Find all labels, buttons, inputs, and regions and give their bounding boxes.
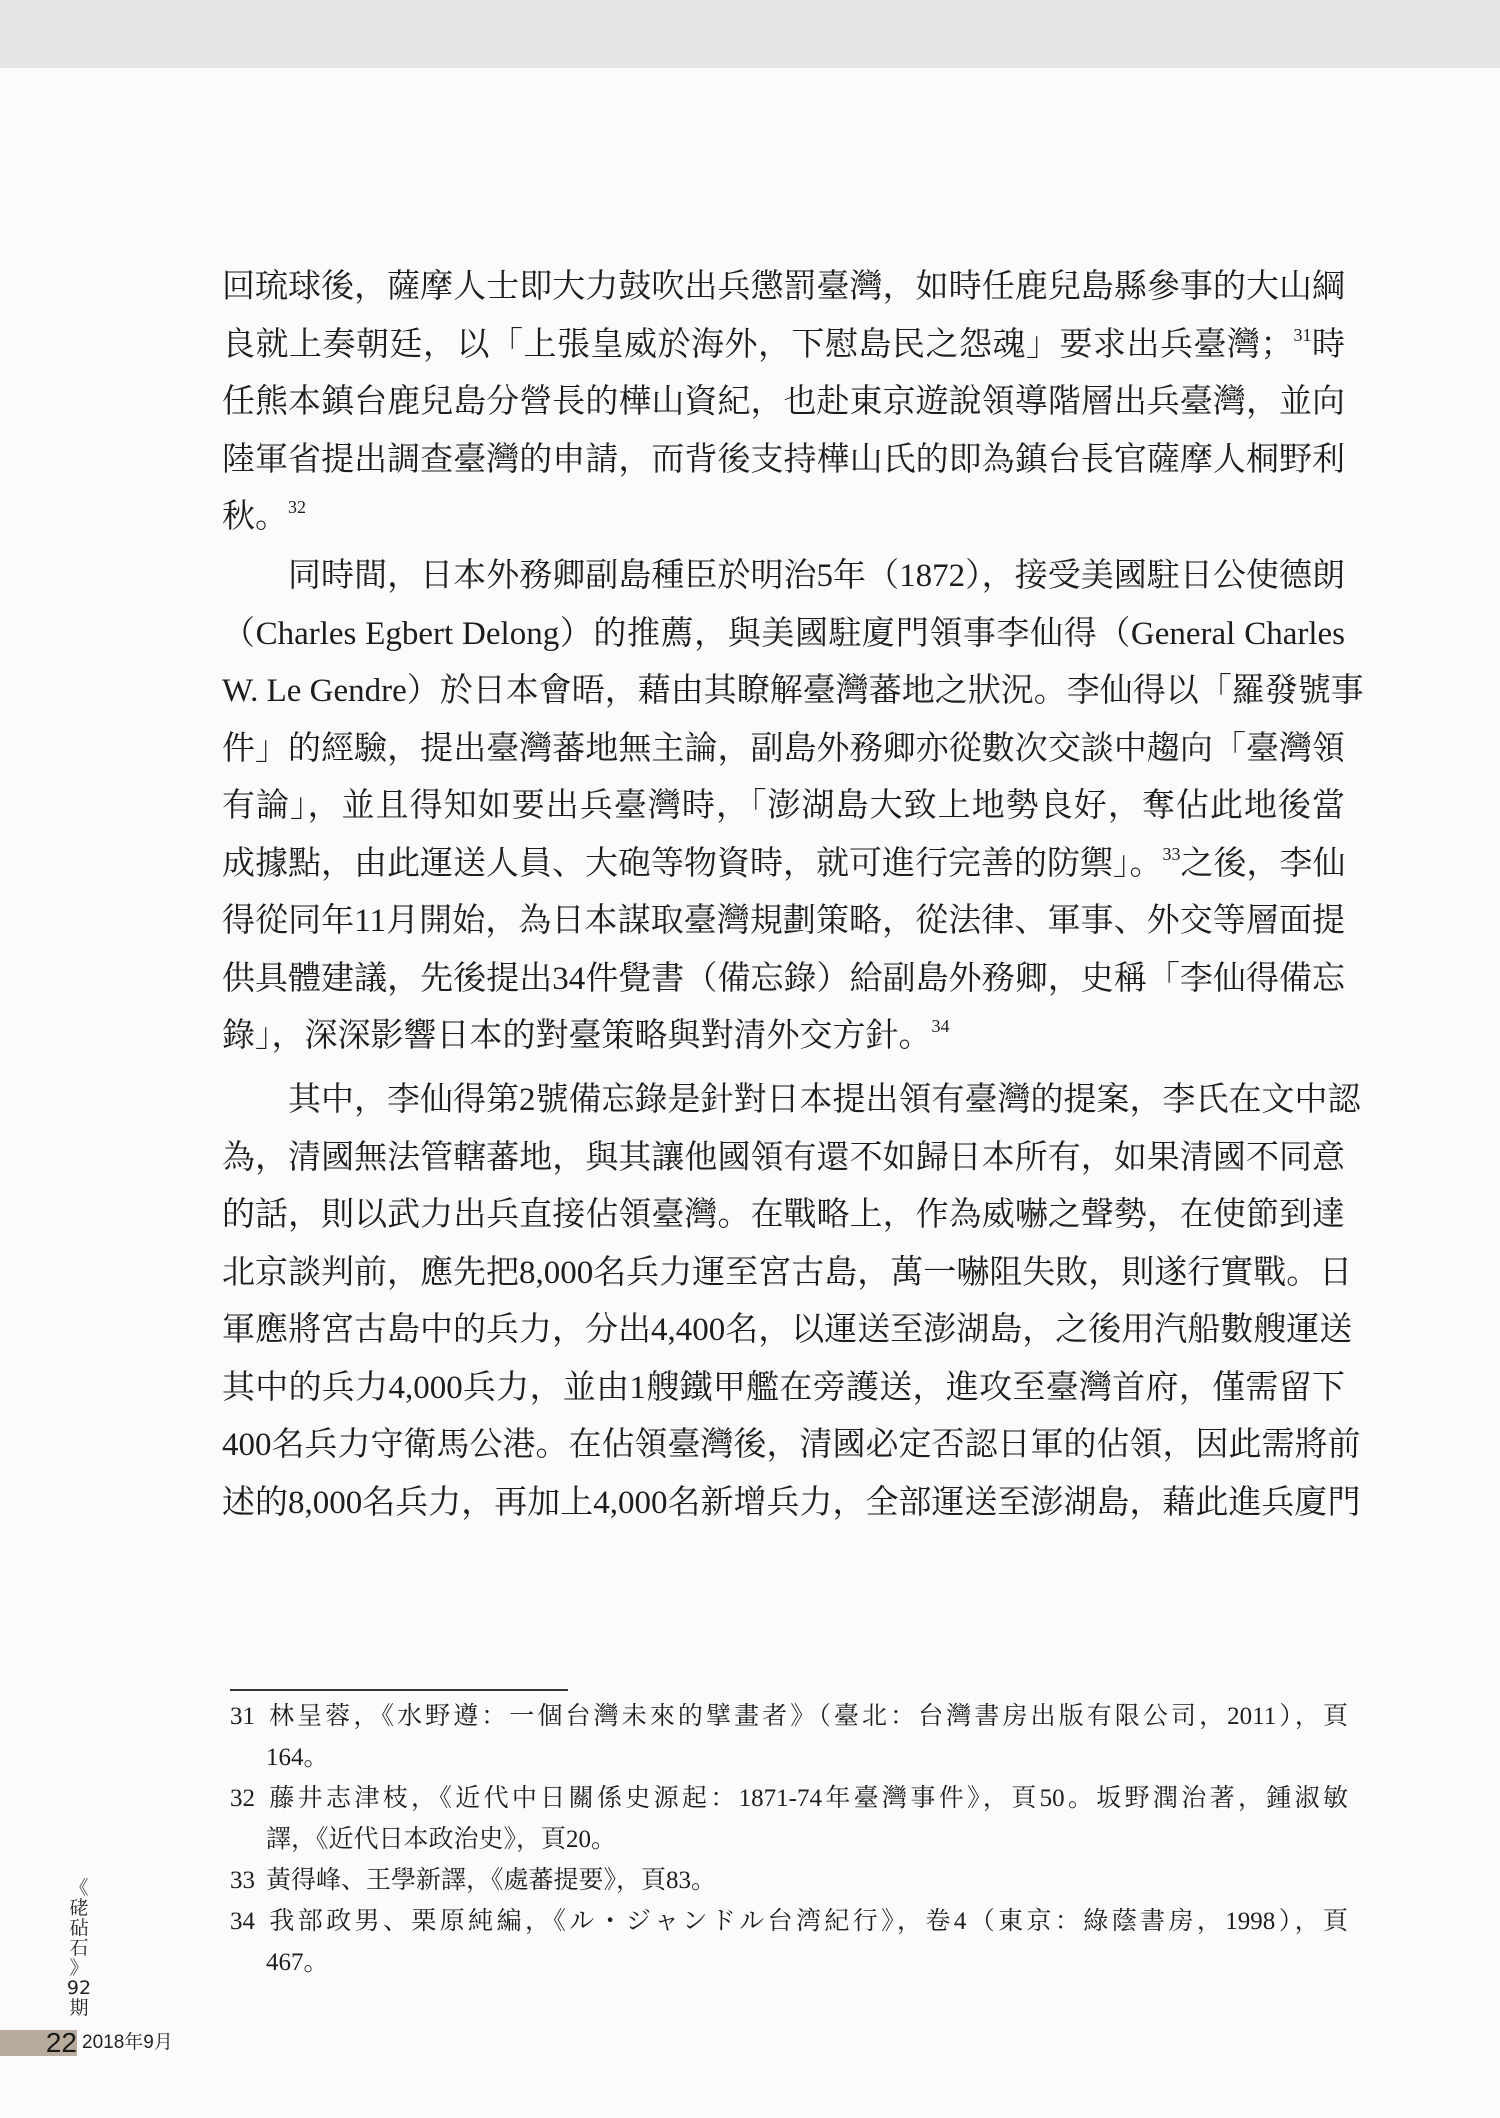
footnote-ref[interactable]: 31 <box>1293 324 1312 345</box>
text-line <box>222 548 1345 606</box>
text-line <box>222 259 1345 317</box>
text-segment: 同時間，日本外務卿副島種臣於明治5年（1872），接受美國駐日公使德朗 <box>288 558 1345 594</box>
text-line <box>222 489 1345 547</box>
page-number: 22 <box>0 2030 77 2056</box>
text-segment: （Charles Egbert Delong）的推薦，與美國駐廈門領事李仙得（General Charles <box>222 615 1345 652</box>
footnote-number: 32 <box>230 1785 255 1812</box>
text-segment: 供具體建議，先後提出34件覺書（備忘錄）給副島外務卿，史稱「李仙得備忘 <box>222 960 1345 997</box>
text-line <box>222 721 1345 779</box>
text-segment: 件」的經驗，提出臺灣蕃地無主論，副島外務卿亦從數次交談中趨向「臺灣領 <box>222 730 1345 767</box>
footnote-line <box>230 1901 1348 1942</box>
paragraph-2 <box>222 548 1364 1066</box>
text-segment: W. Le Gendre）於日本會晤，藉由其瞭解臺灣蕃地之狀況。李仙得以「羅發號事 <box>222 673 1364 709</box>
text-line <box>222 778 1345 836</box>
footnote-line <box>230 1942 1348 1983</box>
text-line <box>222 1187 1345 1245</box>
text-line <box>222 374 1345 432</box>
journal-title-char: 石 <box>69 1937 89 1959</box>
footnote-text: 黃得峰、王學新譯，《處蕃提要》，頁83。 <box>266 1867 717 1894</box>
footnote-text: 藤井志津枝，《近代中日關係史源起：1871-74年臺灣事件》，頁50。坂野潤治著，鍾淑敏 <box>266 1785 1348 1812</box>
footnote-text: 譯，《近代日本政治史》，頁20。 <box>266 1826 617 1853</box>
text-segment: 有論」，並且得知如要出兵臺灣時，「澎湖島大致上地勢良好，奪佔此地後當 <box>222 788 1345 824</box>
journal-title-char: 》 <box>69 1957 89 1979</box>
footnote-line <box>230 1860 1348 1901</box>
text-line <box>222 1130 1345 1188</box>
text-line <box>222 1417 1361 1475</box>
issue-date: 2018年9月 <box>82 2032 173 2053</box>
text-segment: 其中的兵力4,000兵力，並由1艘鐵甲艦在旁護送，進攻至臺灣首府，僅需留下 <box>222 1369 1345 1406</box>
journal-title-char: 92 <box>66 1977 92 1999</box>
text-segment: 400名兵力守衛馬公港。在佔領臺灣後，清國必定否認日軍的佔領，因此需將前 <box>222 1427 1361 1463</box>
text-segment: 的話，則以武力出兵直接佔領臺灣。在戰略上，作為威嚇之聲勢，在使節到達 <box>222 1197 1345 1233</box>
footnote-text: 164。 <box>266 1744 329 1771</box>
footnote-line <box>230 1737 1348 1778</box>
footnote-line <box>230 1778 1348 1819</box>
journal-title-vertical <box>62 1878 96 2018</box>
footnote-text: 我部政男、栗原純編，《ル・ジャンドル台湾紀行》，卷4（東京：綠蔭書房，1998），頁 <box>266 1908 1348 1935</box>
footnote-ref[interactable]: 32 <box>288 497 306 517</box>
footnote-ref[interactable]: 33 <box>1162 843 1181 864</box>
text-segment: 北京談判前，應先把8,000名兵力運至宮古島，萬一嚇阻失敗，則遂行實戰。日 <box>222 1254 1353 1291</box>
text-line <box>222 606 1345 664</box>
footnote-line <box>230 1696 1348 1737</box>
journal-title-char: 期 <box>69 1997 89 2019</box>
footnote-text: 林呈蓉，《水野遵：一個台灣未來的擘畫者》（臺北：台灣書房出版有限公司，2011），頁 <box>266 1703 1348 1730</box>
text-line <box>222 1302 1353 1360</box>
text-segment: 秋。 <box>222 499 288 535</box>
text-segment: 得從同年11月開始，為日本謀取臺灣規劃策略，從法律、軍事、外交等層面提 <box>222 903 1345 939</box>
text-line <box>222 1245 1353 1303</box>
text-segment: 時 <box>1311 326 1345 363</box>
footnote-divider <box>230 1689 568 1691</box>
text-segment: 回琉球後，薩摩人士即大力鼓吹出兵懲罰臺灣，如時任鹿兒島縣參事的大山綱 <box>222 269 1345 305</box>
journal-title-char: 硓 <box>69 1897 89 1919</box>
text-line <box>222 1475 1361 1533</box>
text-segment: 其中，李仙得第2號備忘錄是針對日本提出領有臺灣的提案，李氏在文中認 <box>288 1082 1361 1118</box>
text-segment: 之後，李仙 <box>1180 845 1346 882</box>
text-segment: 軍應將宮古島中的兵力，分出4,400名，以運送至澎湖島，之後用汽船數艘運送 <box>222 1312 1353 1348</box>
text-segment: 陸軍省提出調查臺灣的申請，而背後支持樺山氏的即為鎮台長官薩摩人桐野利 <box>222 441 1345 478</box>
paragraph-1 <box>222 259 1345 547</box>
footnote-number: 31 <box>230 1703 255 1730</box>
text-segment: 為，清國無法管轄蕃地，與其讓他國領有還不如歸日本所有，如果清國不同意 <box>222 1139 1345 1176</box>
footnote-number: 34 <box>230 1908 255 1935</box>
text-line <box>222 951 1345 1009</box>
text-line <box>222 1008 1345 1066</box>
scan-top-band <box>0 0 1500 68</box>
text-line <box>222 317 1345 375</box>
text-line <box>222 432 1345 490</box>
text-segment: 述的8,000名兵力，再加上4,000名新增兵力，全部運送至澎湖島，藉此進兵廈門 <box>222 1484 1361 1521</box>
text-line <box>222 1360 1345 1418</box>
journal-title-char: 《 <box>69 1877 89 1899</box>
text-line <box>222 1072 1361 1130</box>
text-line <box>222 663 1364 721</box>
footnote-text: 467。 <box>266 1949 329 1976</box>
text-segment: 良就上奏朝廷，以「上張皇威於海外，下慰島民之怨魂」要求出兵臺灣； <box>222 326 1294 363</box>
footnote-ref[interactable]: 34 <box>931 1016 950 1036</box>
footnote-line <box>230 1819 1348 1860</box>
footnotes <box>230 1696 1348 1983</box>
text-line <box>222 893 1345 951</box>
footnote-number: 33 <box>230 1867 255 1894</box>
text-segment: 錄」，深深影響日本的對臺策略與對清外交方針。 <box>222 1018 932 1054</box>
paragraph-3 <box>222 1072 1361 1532</box>
text-segment: 成據點，由此運送人員、大砲等物資時，就可進行完善的防禦」。 <box>222 845 1163 882</box>
text-segment: 任熊本鎮台鹿兒島分營長的樺山資紀，也赴東京遊說領導階層出兵臺灣，並向 <box>222 384 1345 420</box>
journal-title-char: 砧 <box>69 1917 89 1939</box>
text-line <box>222 836 1345 894</box>
